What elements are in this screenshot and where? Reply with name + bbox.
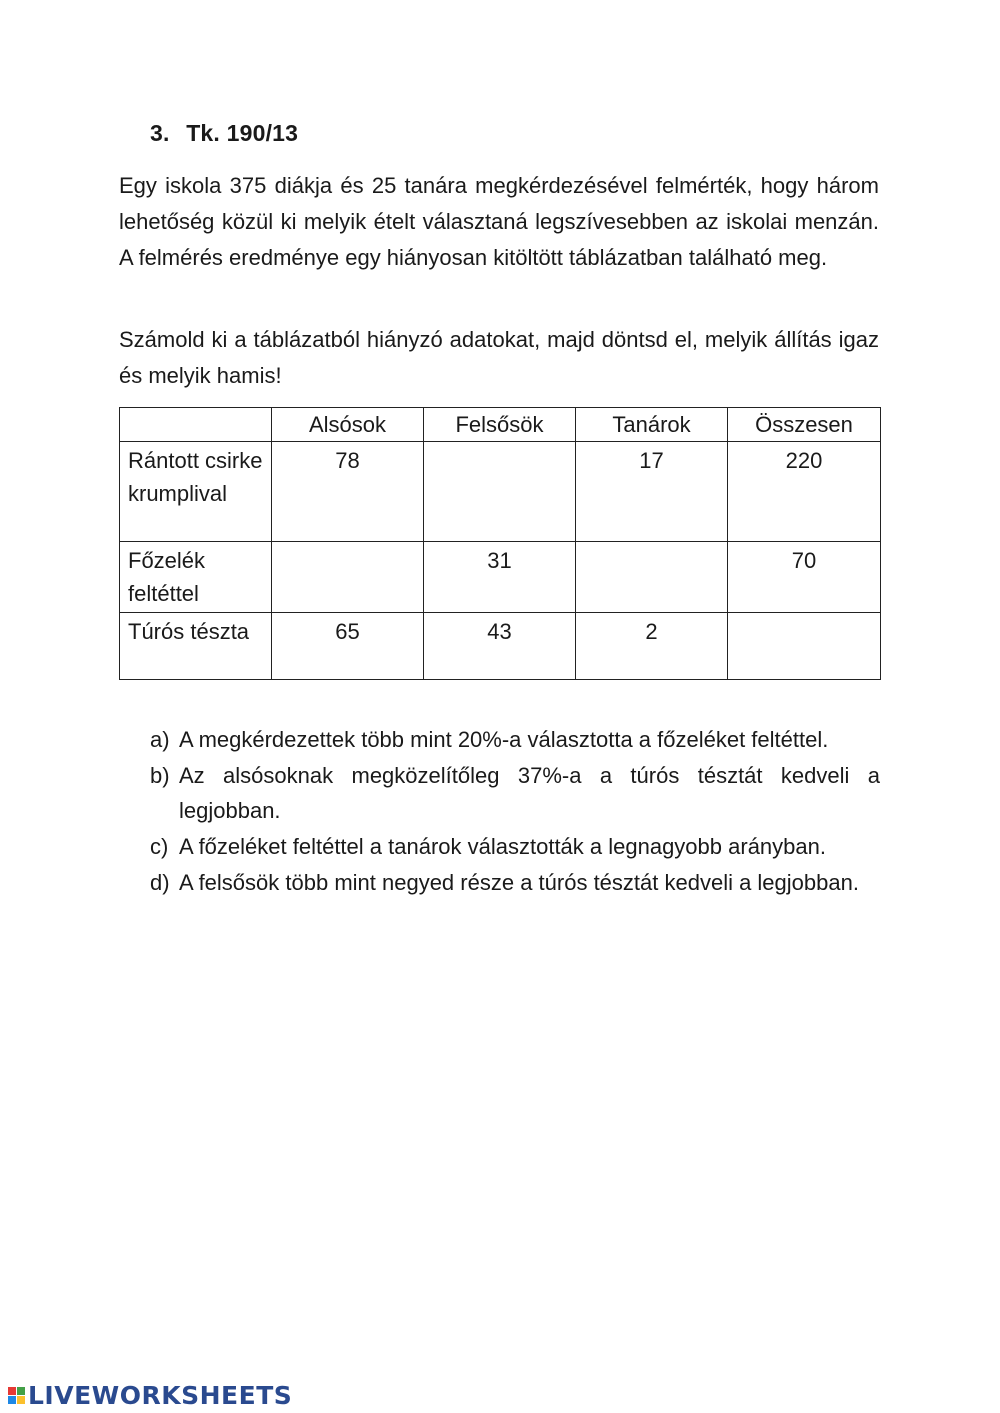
statement-text: A főzeléket feltéttel a tanárok választották a legnagyobb arányban. [179, 834, 826, 859]
logo-square [17, 1396, 25, 1404]
table-cell: 2 [576, 613, 728, 680]
intro-paragraph: Egy iskola 375 diákja és 25 tanára megkérdezésével felmérték, hogy három lehetőség közül ki melyik ételt választaná legszívesebben az iskolai menzán. A felmérés eredménye egy hiányosan kitöltött táblázatban található meg. [119, 173, 879, 270]
table-header-cell: Összesen [728, 408, 881, 442]
table-header-cell: Tanárok [576, 408, 728, 442]
liveworksheets-logo-icon [8, 1387, 25, 1404]
table-cell: 78 [272, 442, 424, 542]
statement-marker: d) [150, 870, 170, 895]
table-cell-empty [424, 442, 576, 542]
statement-text: A felsősök több mint negyed része a túrós tésztát kedveli a legjobban. [179, 870, 859, 895]
statement-text: A megkérdezettek több mint 20%-a választotta a főzeléket feltéttel. [179, 727, 829, 752]
table-cell: 65 [272, 613, 424, 680]
table-row [120, 542, 881, 613]
statement-marker: b) [150, 763, 170, 788]
exercise-number: 3. [150, 120, 170, 146]
statement-marker: c) [150, 834, 169, 859]
exercise-title: Tk. 190/13 [186, 120, 299, 146]
survey-table [119, 407, 881, 680]
table-cell-empty [272, 542, 424, 613]
statement-text: Az alsósoknak megközelítőleg 37%-a a túrós tésztát kedveli a legjobban. [179, 763, 880, 823]
table-cell: 17 [576, 442, 728, 542]
liveworksheets-logo[interactable] [8, 1381, 292, 1410]
logo-square [8, 1396, 16, 1404]
table-header-cell [120, 408, 272, 442]
table-row [120, 442, 881, 542]
table-header-row [120, 408, 881, 442]
table-cell: 43 [424, 613, 576, 680]
table-cell: 31 [424, 542, 576, 613]
table-cell: 220 [728, 442, 881, 542]
logo-text: LIVEWORKSHEETS [28, 1381, 293, 1410]
statement-item [150, 865, 880, 900]
statement-item [150, 758, 880, 828]
table-row [120, 613, 881, 680]
logo-square [17, 1387, 25, 1395]
task-paragraph: Számold ki a táblázatból hiányzó adatokat, majd döntsd el, melyik állítás igaz és melyik hamis! [119, 327, 879, 388]
row-label: Túrós tészta [120, 613, 272, 680]
statement-item [150, 722, 880, 757]
logo-square [8, 1387, 16, 1395]
table-header-cell: Alsósok [272, 408, 424, 442]
table-cell-empty [576, 542, 728, 613]
table-cell: 70 [728, 542, 881, 613]
statement-list [150, 722, 880, 901]
statement-item [150, 829, 880, 864]
statement-marker: a) [150, 727, 170, 752]
exercise-heading [150, 120, 298, 147]
row-label: Rántott csirke krumplival [120, 442, 272, 542]
table-header-cell: Felsősök [424, 408, 576, 442]
row-label: Főzelék feltéttel [120, 542, 272, 613]
table-cell-empty [728, 613, 881, 680]
